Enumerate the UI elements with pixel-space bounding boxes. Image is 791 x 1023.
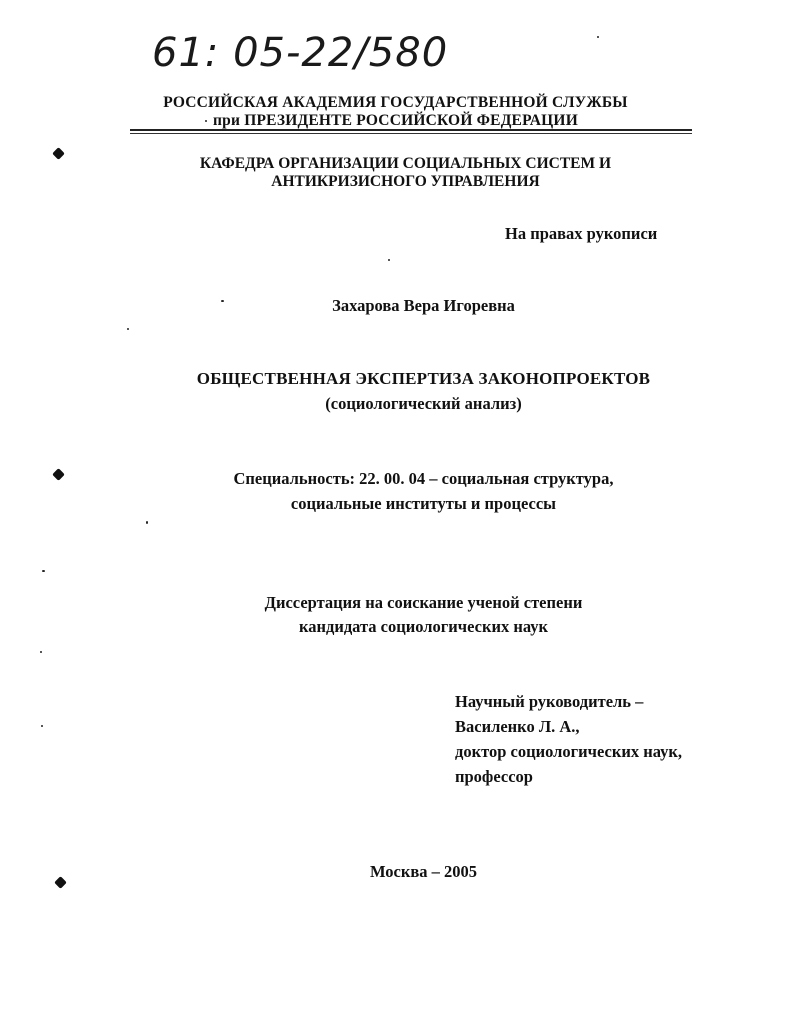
scan-speck (388, 259, 390, 261)
organization-line-2: при ПРЕЗИДЕНТЕ РОССИЙСКОЙ ФЕДЕРАЦИИ (213, 112, 578, 129)
scan-speck (127, 328, 129, 330)
scan-speck (41, 725, 43, 727)
manuscript-note: На правах рукописи (505, 224, 658, 243)
organization-line-1: РОССИЙСКАЯ АКАДЕМИЯ ГОСУДАРСТВЕННОЙ СЛУЖБЫ (163, 94, 628, 111)
scan-speck (205, 120, 207, 122)
place-year: Москва – 2005 (369, 862, 478, 881)
supervisor-degree: доктор социологических наук, (455, 742, 683, 761)
author-name: Захарова Вера Игоревна (332, 296, 515, 315)
scan-speck (597, 36, 599, 38)
handwritten-archive-code (150, 14, 450, 84)
supervisor-label: Научный руководитель – (455, 692, 644, 711)
scan-speck (221, 300, 224, 302)
dissertation-degree-line-2: кандидата социологических наук (298, 617, 549, 636)
header-rule-thick (130, 129, 692, 131)
dissertation-title: ОБЩЕСТВЕННАЯ ЭКСПЕРТИЗА ЗАКОНОПРОЕКТОВ (196, 369, 651, 388)
header-rule-thin (130, 133, 692, 134)
dissertation-subtitle: (социологический анализ) (325, 394, 522, 413)
supervisor-name: Василенко Л. А., (455, 717, 580, 736)
specialty-line-2: социальные институты и процессы (290, 494, 557, 513)
scan-speck (146, 521, 148, 524)
dissertation-degree-line-1: Диссертация на соискание ученой степени (264, 593, 583, 612)
specialty-line-1: Специальность: 22. 00. 04 – социальная структура, (233, 469, 614, 488)
handwritten-code-text: 61: 05-22/580 (152, 30, 449, 76)
department-line-2: АНТИКРИЗИСНОГО УПРАВЛЕНИЯ (271, 173, 540, 190)
department-line-1: КАФЕДРА ОРГАНИЗАЦИИ СОЦИАЛЬНЫХ СИСТЕМ И (199, 155, 612, 172)
scan-speck (40, 651, 42, 653)
supervisor-rank: профессор (455, 767, 533, 786)
scan-speck (42, 570, 45, 572)
